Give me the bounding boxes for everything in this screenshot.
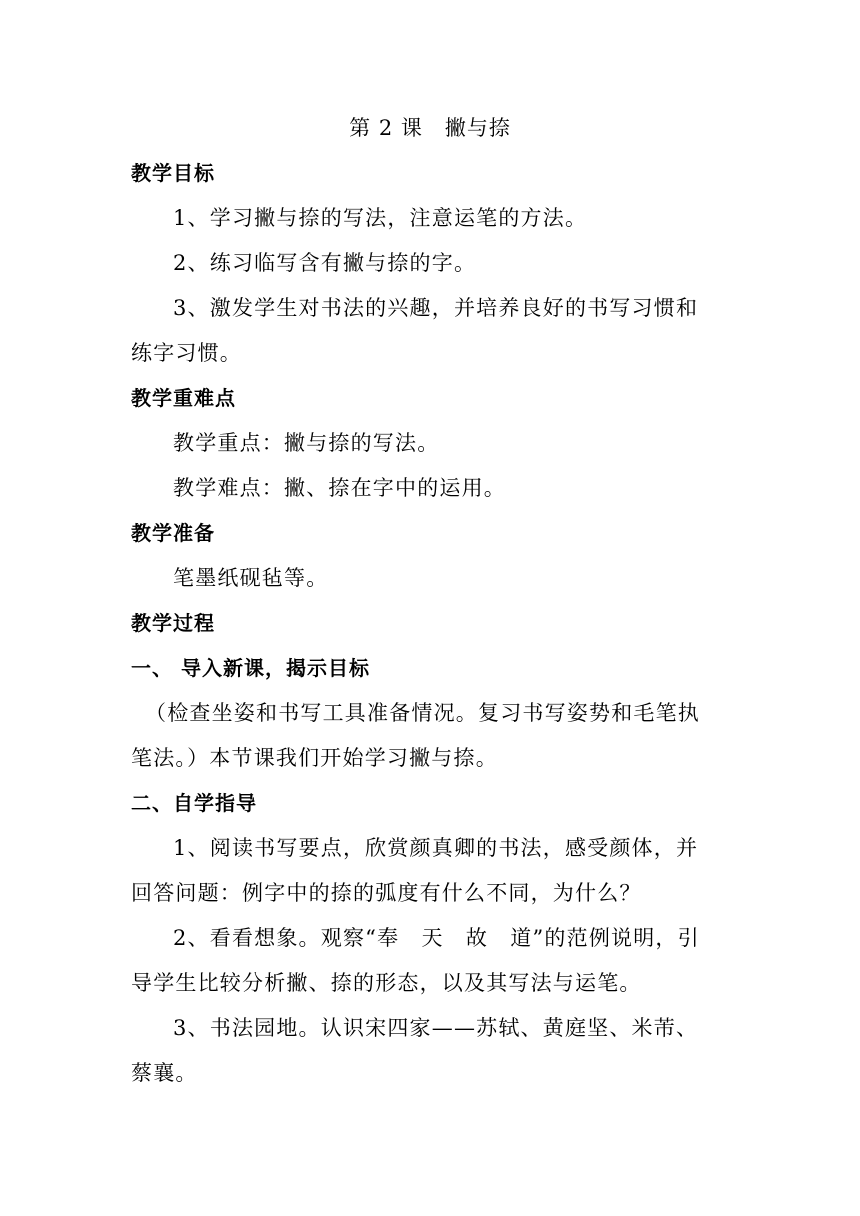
process-heading: 教学过程 (131, 611, 215, 635)
difficulty-text: 教学难点：撇、捺在字中的运用。 (173, 476, 506, 500)
keypoints-heading: 教学重难点 (131, 386, 236, 410)
goal-item-1: 1、学习撇与捺的写法，注意运笔的方法。 (173, 206, 588, 230)
step-1-heading: 一、 导入新课，揭示目标 (131, 656, 370, 680)
lesson-title: 第 2 课 撇与捺 (349, 116, 511, 140)
step-1-line-2: 笔法。）本节课我们开始学习撇与捺。 (131, 746, 498, 770)
step-2-item-1-line-2: 回答问题：例字中的捺的弧度有什么不同，为什么？ (131, 881, 642, 905)
goals-heading: 教学目标 (131, 161, 215, 185)
step-2-item-1-line-1: 1、阅读书写要点，欣赏颜真卿的书法，感受颜体，并 (173, 836, 699, 860)
goal-item-3-line-1: 3、激发学生对书法的兴趣，并培养良好的书写习惯和 (173, 296, 699, 320)
preparation-heading: 教学准备 (131, 521, 215, 545)
step-2-item-3-line-2: 蔡襄。 (131, 1061, 198, 1085)
step-2-heading: 二、自学指导 (131, 791, 257, 815)
step-1-line-1: （检查坐姿和书写工具准备情况。复习书写姿势和毛笔执 (145, 701, 700, 725)
goal-item-2: 2、练习临写含有撇与捺的字。 (173, 251, 477, 275)
goal-item-3-line-2: 练字习惯。 (131, 341, 242, 365)
keypoint-text: 教学重点：撇与捺的写法。 (173, 431, 440, 455)
step-2-item-2-line-2: 导学生比较分析撇、捺的形态，以及其写法与运笔。 (131, 971, 642, 995)
step-2-item-3-line-1: 3、书法园地。认识宋四家——苏轼、黄庭坚、米芾、 (173, 1016, 699, 1040)
step-2-item-2-line-1: 2、看看想象。观察“奉 天 故 道”的范例说明，引 (173, 926, 700, 950)
preparation-text: 笔墨纸砚毡等。 (173, 566, 329, 590)
